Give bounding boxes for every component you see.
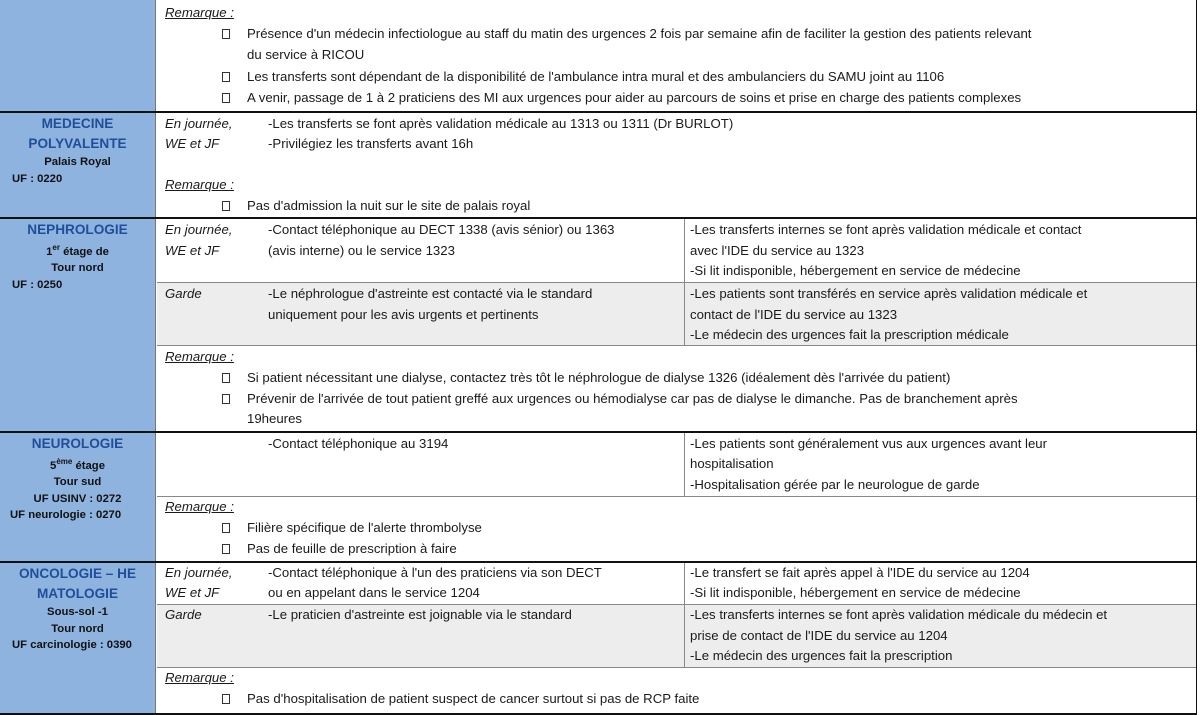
nephro-remark-2: Prévenir de l'arrivée de tout patient greffé aux urgences ou hémodialyse car pas de dialyse le dimanche. Pas de branchement après [247,391,1018,406]
nephro-garde-2: uniquement pour les avis urgents et pertinents [268,307,539,322]
nephro-floor-sup: er [52,243,60,252]
onco-when-1: En journée, [165,565,233,580]
onco-name-1: ONCOLOGIE – HE [18,566,137,581]
medecine-remark: Pas d'admission la nuit sur le site de palais royal [247,198,531,213]
nephro-garde-label: Garde [165,286,202,301]
medecine-name-1: MEDECINE [41,116,114,131]
neuro-left-cell [0,433,156,561]
onco-contact-1: -Contact téléphonique à l'un des praticiens via son DECT [268,565,602,580]
onco-tower: Tour nord [51,622,104,635]
nephro-floor-num: 1 [46,245,53,258]
nephro-remark-3: 19heures [247,411,302,426]
neuro-right-2: hospitalisation [690,456,774,471]
neuro-floor-num: 5 [50,459,57,472]
nephro-remark-1: Si patient nécessitant une dialyse, contactez très tôt le néphrologue de dialyse 1326 (idéalement dès l'arrivée du patient) [247,370,951,385]
top-bullet-3: A venir, passage de 1 à 2 praticiens des MI aux urgences pour aider au parcours de soins et prise en charge des patients complexes [247,90,1022,105]
nephro-transfer-3: -Si lit indisponible, hébergement en service de médecine [690,263,1021,278]
right-border [1196,0,1197,715]
nephro-garde-r3: -Le médecin des urgences fait la prescription médicale [690,327,1009,342]
nephro-left-cell [0,219,156,431]
onco-floor: Sous-sol -1 [47,606,108,618]
neuro-uf-1: UF USINV : 0272 [33,492,122,505]
checkbox-icon [222,373,230,383]
divider [684,563,685,667]
medecine-uf: UF : 0220 [12,172,63,185]
onco-garde-r1: -Les transferts internes se font après validation médicale du médecin et [690,607,1108,622]
nephro-floor [0,240,155,260]
onco-garde-r2: prise de contact de l'IDE du service au 1204 [690,628,948,643]
onco-name-2: MATOLOGIE [36,586,119,601]
neuro-uf-2: UF neurologie : 0270 [10,509,122,522]
onco-right-2: -Si lit indisponible, hébergement en service de médecine [690,585,1021,600]
nephro-when-2: WE et JF [165,243,220,258]
onco-garde-label: Garde [165,607,202,622]
nephro-garde-r2: contact de l'IDE du service au 1323 [690,307,898,322]
neuro-floor-rest: étage [72,459,105,472]
onco-remark-label: Remarque : [165,670,234,685]
medecine-remark-label: Remarque : [165,177,234,192]
nephro-contact-2: (avis interne) ou le service 1323 [268,243,455,258]
divider [157,496,1197,497]
divider [157,667,1197,668]
neuro-floor [0,454,155,474]
checkbox-icon [222,29,230,39]
nephro-transfer-1: -Les transferts internes se font après validation médicale et contact [690,222,1082,237]
nephro-garde-1: -Le néphrologue d'astreinte est contacté via le standard [268,286,593,301]
top-bullet-2: Les transferts sont dépendant de la disponibilité de l'ambulance intra mural et des ambulanciers du SAMU joint au 1106 [247,69,945,84]
neuro-tower: Tour sud [53,476,102,489]
neuro-right-1: -Les patients sont généralement vus aux urgences avant leur [690,436,1048,451]
nephro-name: NEPHROLOGIE [27,222,128,237]
onco-when-2: WE et JF [165,585,220,600]
section-nephrologie [0,219,1197,431]
medecine-info-2: -Privilégiez les transferts avant 16h [268,136,474,151]
nephro-garde-r1: -Les patients sont transférés en service après validation médicale et [690,286,1088,301]
divider [157,345,1197,346]
checkbox-icon [222,93,230,103]
neuro-remark-2: Pas de feuille de prescription à faire [247,541,457,556]
onco-remark: Pas d'hospitalisation de patient suspect de cancer surtout si pas de RCP faite [247,691,700,706]
checkbox-icon [222,694,230,704]
nephro-tower: Tour nord [51,262,104,275]
medecine-info-1: -Les transferts se font après validation médicale au 1313 ou 1311 (Dr BURLOT) [268,116,734,131]
neuro-contact: -Contact téléphonique au 3194 [268,436,449,451]
onco-garde-1: -Le praticien d'astreinte est joignable via le standard [268,607,572,622]
medecine-site: Palais Royal [44,156,111,168]
neuro-remark-label: Remarque : [165,499,234,514]
onco-right-1: -Le transfert se fait après appel à l'IDE du service au 1204 [690,565,1030,580]
section-top [0,0,1197,112]
top-bullet-1-cont: du service à RICOU [247,47,365,62]
neuro-name: NEUROLOGIE [31,436,124,451]
onco-contact-2: ou en appelant dans le service 1204 [268,585,480,600]
neuro-remark-1: Filière spécifique de l'alerte thrombolyse [247,520,482,535]
top-left-cell [0,0,156,112]
nephro-uf: UF : 0250 [12,278,63,291]
medecine-when-2: WE et JF [165,136,220,151]
nephro-floor-rest: étage de [59,245,109,258]
divider [684,433,685,496]
section-oncologie [0,563,1197,713]
section-neurologie [0,433,1197,561]
top-remark-label: Remarque : [165,5,234,20]
onco-left-cell [0,563,156,713]
checkbox-icon [222,394,230,404]
checkbox-icon [222,72,230,82]
checkbox-icon [222,201,230,211]
nephro-contact-1: -Contact téléphonique au DECT 1338 (avis sénior) ou 1363 [268,222,615,237]
nephro-transfer-2: avec l'IDE du service au 1323 [690,243,865,258]
checkbox-icon [222,523,230,533]
medecine-name-2: POLYVALENTE [28,136,127,151]
divider [157,604,1197,605]
section-medecine-polyvalente [0,113,1197,217]
neuro-floor-sup: ème [56,457,73,466]
nephro-remark-label: Remarque : [165,349,234,364]
top-bullet-1: Présence d'un médecin infectiologue au staff du matin des urgences 2 fois par semaine afin de faciliter la gestion des patients relevant [247,26,1032,41]
onco-uf: UF carcinologie : 0390 [12,639,132,651]
medecine-when-1: En journée, [165,116,233,131]
medecine-left-cell [0,113,156,217]
onco-garde-r3: -Le médecin des urgences fait la prescription [690,648,953,663]
nephro-when-1: En journée, [165,222,233,237]
divider [157,282,1197,283]
checkbox-icon [222,544,230,554]
neuro-right-3: -Hospitalisation gérée par le neurologue de garde [690,477,980,492]
